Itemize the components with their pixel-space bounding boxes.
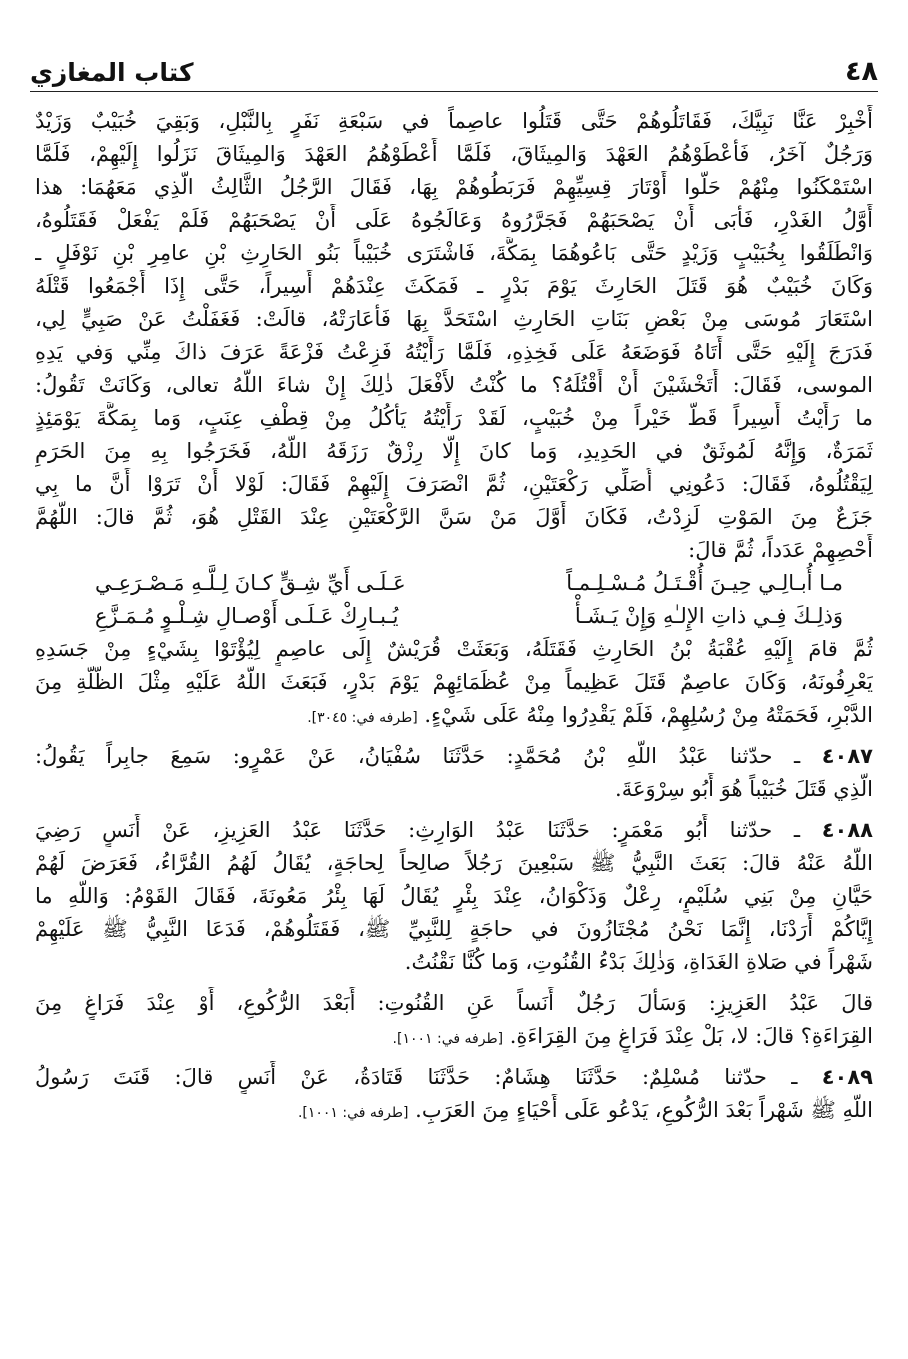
text-line <box>35 814 873 847</box>
poem-hemistich-right: مـا أُبـالِـي حِيـنَ أُقْـتَـلُ مُـسْـلِـمـاً <box>566 571 843 595</box>
text-line <box>35 740 873 773</box>
text-line: اسْتَعَارَ مُوسَى مِنْ بَعْضِ بَنَاتِ الحَارِثِ اسْتَحَدَّ بِهَا فَأَعَارَتْهُ، قالَتْ: فَغَفَلْتُ عَنْ صَبِيٍّ لِي، <box>35 307 873 331</box>
text-segment: ـ حدّثنا مُسْلِمٌ: حَدَّثَنَا هِشَامٌ: حَدَّثَنَا قَتَادَةُ، عَنْ أَنَسٍ قالَ: قَنَتَ رَسُولُ <box>35 1065 798 1089</box>
text-line: شَهْراً في صَلاةِ الغَدَاةِ، وَذٰلِكَ بَدْءُ القُنُوتِ، وَما كُنَّا نَقْنُتُ. <box>404 950 873 974</box>
text-line: ثُمَّ قامَ إِلَيْهِ عُقْبَةُ بْنُ الحَارِثِ فَقَتَلَهُ، وَبَعَثَتْ قُرَيْشٌ إِلَى عاصِمٍ لِيُؤْتَوْا بِشَيْءٍ مِنْ جَسَدِهِ <box>35 637 873 661</box>
text-segment: الدَّبْرِ، فَحَمَتْهُ مِنْ رُسُلِهِمْ، فَلَمْ يَقْدِرُوا مِنْهُ عَلَى شَيْءٍ. <box>424 703 873 727</box>
text-line: يَعْرِفُونَهُ، وَكَانَ عاصِمٌ قَتَلَ عَظِيماً مِنْ عُظَمَائِهِمْ يَوْمَ بَدْرٍ، فَبَعَثَ اللَّهُ عَلَيْهِ مِثْلَ الظُّلَّةِ مِنَ <box>35 670 873 694</box>
text-line: وَرَجُلٌ آخَرُ، فَأَعْطَوْهُمُ العَهْدَ وَالمِيثَاقَ، فَلَمَّا أَعْطَوْهُمُ العَهْدَ وَالمِيثَاقَ نَزَلُوا إِلَيْهِمْ، فَلَمَّا <box>35 142 873 166</box>
cross-reference: [طرفه في: ٣٠٤٥]. <box>307 710 418 726</box>
paragraph-abd-al-aziz <box>35 987 873 1053</box>
poem-verse <box>35 567 873 600</box>
text-line: حَيَّانِ مِنْ بَنِي سُلَيْمٍ، رِعْلٌ وَذَكْوَانُ، عِنْدَ بِئْرٍ يُقَالُ لَهَا بِئْرُ مَعُونَةَ، فَقَالَ القَوْمُ: وَاللَّهِ ما <box>35 884 873 908</box>
text-line <box>35 1020 873 1053</box>
text-segment: ـ حدّثنا أَبُو مَعْمَرٍ: حَدَّثَنَا عَبْدُ الوَارِثِ: حَدَّثَنَا عَبْدُ العَزِيزِ، عَنْ أَنَسٍ رَضِيَ <box>35 818 801 842</box>
text-line: فَدَرَجَ إِلَيْهِ حَتَّى أَتَاهُ فَوَضَعَهُ عَلَى فَخِذِهِ، فَلَمَّا رَأَيْتُهُ فَزِعْتُ فَزْعَةً عَرَفَ ذاكَ مِنِّي وَفي يَدِهِ <box>35 340 873 364</box>
text-line <box>35 699 873 732</box>
text-line: أَحْصِهِمْ عَدَداً، ثُمَّ قالَ: <box>688 538 873 562</box>
text-line: ما رَأَيْتُ أَسِيراً قَطُّ خَيْراً مِنْ خُبَيْبٍ، لَقَدْ رَأَيْتُهُ يَأْكُلُ مِنْ قِطْفِ عِنَبٍ، وَما بِمَكَّةَ يَوْمَئِذٍ <box>35 406 873 430</box>
text-segment: القِرَاءَةِ؟ قالَ: لا، بَلْ عِنْدَ فَرَاغٍ مِنَ القِرَاءَةِ. <box>509 1024 873 1048</box>
page-body <box>35 105 873 1127</box>
text-line: وَكَانَ خُبَيْبٌ هُوَ قَتَلَ الحَارِثَ يَوْمَ بَدْرٍ ـ فَمَكَثَ عِنْدَهُمْ أَسِيراً، حَتَّى إِذَا أَجْمَعُوا قَتْلَهُ <box>35 274 873 298</box>
page-number: ٤٨ <box>845 56 878 87</box>
book-title: كتاب المغازي <box>30 58 194 87</box>
text-line: أَوَّلُ الغَدْرِ، فَأَبَى أَنْ يَصْحَبَهُمْ فَجَرَّرُوهُ وَعَالَجُوهُ عَلَى أَنْ يَصْحَبَهُمْ فَلَمْ يَفْعَلْ فَقَتَلُوهُ، <box>35 208 873 232</box>
text-line: ثَمَرَةٌ، وَإِنَّهُ لَمُوثَقٌ في الحَدِيدِ، وَما كانَ إِلَّا رِزْقٌ رَزَقَهُ اللَّهُ، فَخَرَجُوا بِهِ مِنَ الحَرَمِ <box>35 439 873 463</box>
text-line: قالَ عَبْدُ العَزِيزِ: وَسَأَلَ رَجُلٌ أَنَساً عَنِ القُنُوتِ: أَبَعْدَ الرُّكُوعِ، أَوْ عِنْدَ فَرَاغٍ مِنَ <box>35 991 873 1015</box>
poem-block <box>35 567 873 633</box>
text-segment: اللَّهِ ﷺ شَهْراً بَعْدَ الرُّكُوعِ، يَدْعُو عَلَى أَحْيَاءٍ مِنَ العَرَبِ. <box>415 1098 873 1122</box>
text-segment: ـ حدّثنا عَبْدُ اللَّهِ بْنُ مُحَمَّدٍ: حَدَّثَنَا سُفْيَانُ، عَنْ عَمْرٍو: سَمِعَ جابِراً يَقُولُ: <box>35 744 801 768</box>
paragraph-khubayb-story <box>35 105 873 567</box>
text-line: اسْتَمْكَنُوا مِنْهُمْ حَلُّوا أَوْتَارَ قِسِيِّهِمْ فَرَبَطُوهُمْ بِهَا، فَقَالَ الرَّجُلُ الثَّالِثُ الَّذِي مَعَهُمَا: هذا <box>35 175 873 199</box>
hadith-4088 <box>35 814 873 979</box>
hadith-number: ٤٠٨٧ <box>821 744 873 768</box>
text-line: وَانْطَلَقُوا بِخُبَيْبٍ وَزَيْدٍ حَتَّى بَاعُوهُمَا بِمَكَّةَ، فَاشْتَرَى خُبَيْباً بَنُو الحَارِثِ بْنِ عامِرِ بْنِ نَوْفَلٍ ـ <box>35 241 873 265</box>
hadith-4089 <box>35 1061 873 1127</box>
text-line: أَخْبِرْ عَنَّا نَبِيَّكَ، فَقَاتَلُوهُمْ حَتَّى قَتَلُوا عاصِماً في سَبْعَةِ نَفَرٍ بِالنَّبْلِ، وَبَقِيَ خُبَيْبٌ وَزَيْدٌ <box>35 109 873 133</box>
poem-hemistich-right: وَذلِـكَ فِـي ذاتِ الإِلـٰهِ وَإِنْ يَـشَـأْ <box>574 604 843 628</box>
text-line: اللَّهُ عَنْهُ قالَ: بَعَثَ النَّبِيُّ ﷺ سَبْعِينَ رَجُلاً صالِحاً لِحاجَةٍ، يُقَالُ لَهُمُ القُرَّاءُ، فَعَرَضَ لَهُمْ <box>35 851 873 875</box>
paragraph-aftermath <box>35 633 873 732</box>
text-line: جَزَعٌ مِنَ المَوْتِ لَزِدْتُ، فَكَانَ أَوَّلَ مَنْ سَنَّ الرَّكْعَتَيْنِ عِنْدَ القَتْلِ هُوَ، ثُمَّ قالَ: اللَّهُمَّ <box>35 505 873 529</box>
text-line: الموسى، فَقَالَ: أَتَخْشَيْنَ أَنْ أَقْتُلَهُ؟ ما كُنْتُ لأَفْعَلَ ذٰلِكَ إِنْ شاءَ اللَّهُ تعالى، وَكَانَتْ تَقُولُ: <box>35 373 873 397</box>
page-header <box>30 52 878 92</box>
poem-hemistich-left: عَـلَـى أَيِّ شِـقٍّ كـانَ لِـلَّـهِ مَـصْـرَعِـي <box>95 571 406 595</box>
hadith-number: ٤٠٨٩ <box>821 1065 873 1089</box>
text-line: إِيَّاكُمْ أَرَدْنَا، إِنَّمَا نَحْنُ مُجْتَازُونَ في حاجَةٍ لِلنَّبِيِّ ﷺ، فَقَتَلُوهُمْ، فَدَعَا النَّبِيُّ ﷺ عَلَيْهِمْ <box>35 917 873 941</box>
hadith-4087 <box>35 740 873 806</box>
text-line: لِيَقْتُلُوهُ، فَقَالَ: دَعُونِي أُصَلِّي رَكْعَتَيْنِ، ثُمَّ انْصَرَفَ إِلَيْهِمْ فَقَالَ: لَوْلا أَنْ تَرَوْا أَنَّ ما بِي <box>35 472 873 496</box>
cross-reference: [طرفه في: ١٠٠١]. <box>392 1031 504 1047</box>
cross-reference: [طرفه في: ١٠٠١]. <box>297 1105 409 1121</box>
poem-hemistich-left: يُـبـارِكْ عَـلَـى أَوْصـالِ شِـلْـوٍ مُـمَـزَّعِ <box>95 604 399 628</box>
poem-verse <box>35 600 873 633</box>
text-line <box>35 1094 873 1127</box>
hadith-number: ٤٠٨٨ <box>821 818 873 842</box>
text-line <box>35 1061 873 1094</box>
text-line: الَّذِي قَتَلَ خُبَيْباً هُوَ أَبُو سِرْوَعَةَ. <box>615 777 873 801</box>
